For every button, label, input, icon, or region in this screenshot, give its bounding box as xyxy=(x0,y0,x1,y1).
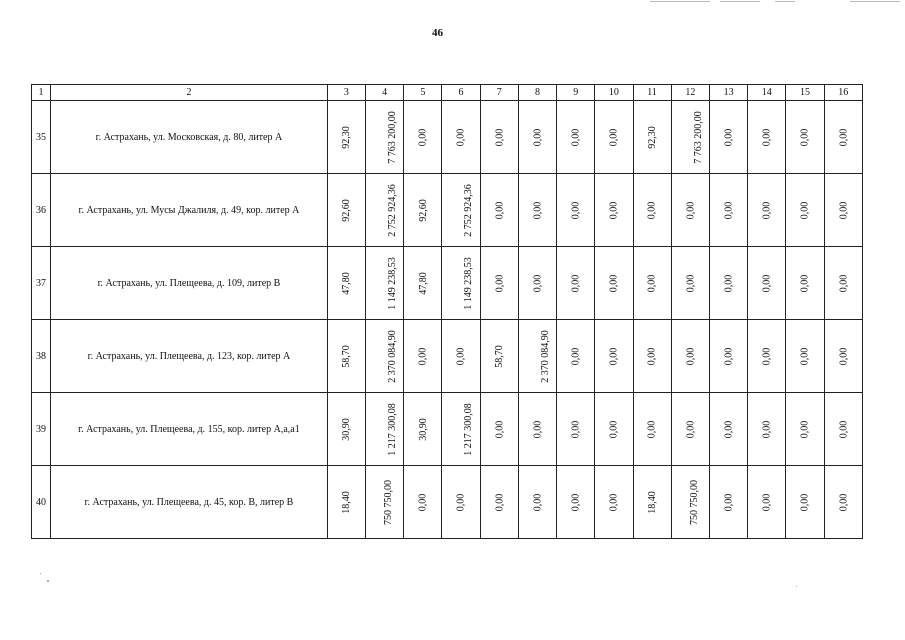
rotated-value: 0,00 xyxy=(531,493,543,511)
rotated-value: 0,00 xyxy=(723,420,735,438)
table-row xyxy=(32,174,863,247)
value-cell xyxy=(404,393,442,466)
value-cell xyxy=(404,320,442,393)
value-cell xyxy=(595,393,633,466)
value-cell xyxy=(518,247,556,320)
value-cell xyxy=(327,247,365,320)
rotated-value: 0,00 xyxy=(455,347,467,365)
value-cell xyxy=(595,247,633,320)
rotated-value: 7 763 200,00 xyxy=(386,110,398,164)
value-cell xyxy=(327,320,365,393)
value-cell xyxy=(404,466,442,539)
column-number-header: 1 xyxy=(32,85,51,101)
rotated-value: 0,00 xyxy=(570,201,582,219)
address-cell: г. Астрахань, ул. Московская, д. 80, литер А xyxy=(51,101,328,174)
rotated-value: 0,00 xyxy=(723,128,735,146)
rotated-value: 0,00 xyxy=(493,493,505,511)
value-cell xyxy=(671,320,709,393)
value-cell xyxy=(633,393,671,466)
value-cell xyxy=(786,101,824,174)
column-number-header: 10 xyxy=(595,85,633,101)
value-cell xyxy=(748,247,786,320)
value-cell xyxy=(518,320,556,393)
rotated-value: 92,60 xyxy=(340,198,352,222)
scan-artifact-line xyxy=(775,1,795,2)
value-cell xyxy=(518,101,556,174)
value-cell xyxy=(786,174,824,247)
value-cell xyxy=(480,174,518,247)
rotated-value: 0,00 xyxy=(761,420,773,438)
rotated-value: 0,00 xyxy=(646,420,658,438)
rotated-value: 0,00 xyxy=(723,274,735,292)
rotated-value: 0,00 xyxy=(570,347,582,365)
value-cell xyxy=(557,247,595,320)
rotated-value: 0,00 xyxy=(761,274,773,292)
rotated-value: 0,00 xyxy=(531,201,543,219)
rotated-value: 0,00 xyxy=(684,274,696,292)
value-cell xyxy=(748,101,786,174)
value-cell xyxy=(786,247,824,320)
rotated-value: 0,00 xyxy=(761,347,773,365)
value-cell xyxy=(404,174,442,247)
rotated-value: 0,00 xyxy=(837,420,849,438)
register-table xyxy=(31,84,863,539)
rotated-value: 0,00 xyxy=(493,420,505,438)
value-cell xyxy=(557,393,595,466)
value-cell xyxy=(633,174,671,247)
row-number-cell: 36 xyxy=(32,174,51,247)
value-cell xyxy=(595,466,633,539)
rotated-value: 1 149 238,53 xyxy=(386,256,398,310)
table-row xyxy=(32,466,863,539)
value-cell xyxy=(557,101,595,174)
rotated-value: 0,00 xyxy=(761,201,773,219)
rotated-value: 0,00 xyxy=(608,128,620,146)
rotated-value: 0,00 xyxy=(799,420,811,438)
rotated-value: 92,30 xyxy=(340,125,352,149)
value-cell xyxy=(633,101,671,174)
rotated-value: 30,90 xyxy=(340,417,352,441)
value-cell xyxy=(518,466,556,539)
value-cell xyxy=(365,466,403,539)
column-number-header: 11 xyxy=(633,85,671,101)
value-cell xyxy=(327,466,365,539)
value-cell xyxy=(365,101,403,174)
value-cell xyxy=(518,393,556,466)
value-cell xyxy=(671,466,709,539)
rotated-value: 0,00 xyxy=(799,347,811,365)
rotated-value: 0,00 xyxy=(761,493,773,511)
table-row xyxy=(32,393,863,466)
value-cell xyxy=(709,393,747,466)
rotated-value: 0,00 xyxy=(799,493,811,511)
value-cell xyxy=(633,320,671,393)
rotated-value: 0,00 xyxy=(531,274,543,292)
value-cell xyxy=(748,466,786,539)
value-cell xyxy=(709,247,747,320)
column-number-header: 16 xyxy=(824,85,862,101)
address-cell: г. Астрахань, ул. Плещеева, д. 123, кор. литер А xyxy=(51,320,328,393)
scan-speck xyxy=(47,580,49,582)
rotated-value: 2 752 924,36 xyxy=(463,183,475,237)
column-number-header: 2 xyxy=(51,85,328,101)
value-cell xyxy=(824,247,862,320)
value-cell xyxy=(824,320,862,393)
value-cell xyxy=(633,247,671,320)
value-cell xyxy=(595,174,633,247)
value-cell xyxy=(442,247,480,320)
value-cell xyxy=(786,393,824,466)
value-cell xyxy=(709,174,747,247)
rotated-value: 0,00 xyxy=(608,420,620,438)
rotated-value: 0,00 xyxy=(570,420,582,438)
rotated-value: 2 752 924,36 xyxy=(386,183,398,237)
value-cell xyxy=(824,466,862,539)
rotated-value: 47,80 xyxy=(417,271,429,295)
row-number-cell: 38 xyxy=(32,320,51,393)
rotated-value: 18,40 xyxy=(340,490,352,514)
rotated-value: 0,00 xyxy=(837,493,849,511)
rotated-value: 0,00 xyxy=(799,128,811,146)
value-cell xyxy=(442,101,480,174)
scan-speck xyxy=(40,573,41,574)
rotated-value: 92,30 xyxy=(646,125,658,149)
value-cell xyxy=(480,466,518,539)
rotated-value: 0,00 xyxy=(455,128,467,146)
value-cell xyxy=(442,393,480,466)
column-number-header: 7 xyxy=(480,85,518,101)
value-cell xyxy=(671,393,709,466)
value-cell xyxy=(518,174,556,247)
value-cell xyxy=(404,101,442,174)
value-cell xyxy=(365,393,403,466)
rotated-value: 750 750,00 xyxy=(382,479,394,525)
value-cell xyxy=(671,174,709,247)
rotated-value: 0,00 xyxy=(417,347,429,365)
rotated-value: 47,80 xyxy=(340,271,352,295)
rotated-value: 7 763 200,00 xyxy=(692,110,704,164)
rotated-value: 0,00 xyxy=(493,274,505,292)
rotated-value: 1 217 300,08 xyxy=(386,402,398,456)
column-number-row xyxy=(32,85,863,101)
value-cell xyxy=(748,393,786,466)
column-number-header: 9 xyxy=(557,85,595,101)
value-cell xyxy=(442,174,480,247)
column-number-header: 8 xyxy=(518,85,556,101)
value-cell xyxy=(748,174,786,247)
column-number-header: 15 xyxy=(786,85,824,101)
value-cell xyxy=(633,466,671,539)
table-row xyxy=(32,101,863,174)
value-cell xyxy=(365,320,403,393)
rotated-value: 0,00 xyxy=(493,201,505,219)
value-cell xyxy=(709,101,747,174)
value-cell xyxy=(786,466,824,539)
rotated-value: 0,00 xyxy=(570,274,582,292)
column-number-header: 5 xyxy=(404,85,442,101)
row-number-cell: 40 xyxy=(32,466,51,539)
value-cell xyxy=(786,320,824,393)
rotated-value: 0,00 xyxy=(608,201,620,219)
value-cell xyxy=(557,174,595,247)
value-cell xyxy=(671,101,709,174)
column-number-header: 3 xyxy=(327,85,365,101)
rotated-value: 0,00 xyxy=(837,347,849,365)
address-cell: г. Астрахань, ул. Плещеева, д. 109, литер В xyxy=(51,247,328,320)
scan-artifact-line xyxy=(720,1,760,2)
value-cell xyxy=(671,247,709,320)
value-cell xyxy=(404,247,442,320)
value-cell xyxy=(595,320,633,393)
column-number-header: 13 xyxy=(709,85,747,101)
rotated-value: 750 750,00 xyxy=(688,479,700,525)
table-body xyxy=(32,85,863,539)
rotated-value: 0,00 xyxy=(608,347,620,365)
value-cell xyxy=(480,393,518,466)
rotated-value: 1 217 300,08 xyxy=(463,402,475,456)
rotated-value: 30,90 xyxy=(417,417,429,441)
rotated-value: 0,00 xyxy=(417,493,429,511)
rotated-value: 0,00 xyxy=(608,493,620,511)
rotated-value: 0,00 xyxy=(684,347,696,365)
rotated-value: 2 370 084,90 xyxy=(539,329,551,383)
rotated-value: 0,00 xyxy=(684,420,696,438)
scan-speck xyxy=(796,586,797,587)
value-cell xyxy=(480,101,518,174)
address-cell: г. Астрахань, ул. Мусы Джалиля, д. 49, кор. литер А xyxy=(51,174,328,247)
rotated-value: 0,00 xyxy=(723,347,735,365)
rotated-value: 92,60 xyxy=(417,198,429,222)
rotated-value: 0,00 xyxy=(646,347,658,365)
row-number-cell: 37 xyxy=(32,247,51,320)
rotated-value: 58,70 xyxy=(493,344,505,368)
value-cell xyxy=(824,101,862,174)
value-cell xyxy=(442,320,480,393)
rotated-value: 0,00 xyxy=(531,128,543,146)
rotated-value: 0,00 xyxy=(455,493,467,511)
value-cell xyxy=(480,320,518,393)
scan-artifact-line xyxy=(650,1,710,2)
rotated-value: 0,00 xyxy=(570,128,582,146)
rotated-value: 0,00 xyxy=(799,274,811,292)
rotated-value: 0,00 xyxy=(723,493,735,511)
value-cell xyxy=(365,174,403,247)
rotated-value: 0,00 xyxy=(493,128,505,146)
row-number-cell: 35 xyxy=(32,101,51,174)
rotated-value: 1 149 238,53 xyxy=(463,256,475,310)
column-number-header: 6 xyxy=(442,85,480,101)
address-cell: г. Астрахань, ул. Плещеева, д. 45, кор. В, литер В xyxy=(51,466,328,539)
rotated-value: 2 370 084,90 xyxy=(386,329,398,383)
row-number-cell: 39 xyxy=(32,393,51,466)
value-cell xyxy=(595,101,633,174)
rotated-value: 0,00 xyxy=(531,420,543,438)
rotated-value: 0,00 xyxy=(837,128,849,146)
rotated-value: 0,00 xyxy=(723,201,735,219)
rotated-value: 58,70 xyxy=(340,344,352,368)
rotated-value: 0,00 xyxy=(570,493,582,511)
value-cell xyxy=(327,101,365,174)
value-cell xyxy=(557,320,595,393)
table-row xyxy=(32,247,863,320)
value-cell xyxy=(709,466,747,539)
rotated-value: 0,00 xyxy=(646,201,658,219)
table-row xyxy=(32,320,863,393)
value-cell xyxy=(557,466,595,539)
value-cell xyxy=(327,174,365,247)
column-number-header: 12 xyxy=(671,85,709,101)
page-number: 46 xyxy=(432,27,443,39)
value-cell xyxy=(748,320,786,393)
value-cell xyxy=(442,466,480,539)
value-cell xyxy=(824,393,862,466)
rotated-value: 0,00 xyxy=(684,201,696,219)
column-number-header: 4 xyxy=(365,85,403,101)
rotated-value: 0,00 xyxy=(646,274,658,292)
value-cell xyxy=(709,320,747,393)
rotated-value: 0,00 xyxy=(608,274,620,292)
column-number-header: 14 xyxy=(748,85,786,101)
scan-artifact-line xyxy=(850,1,900,2)
address-cell: г. Астрахань, ул. Плещеева, д. 155, кор. литер А,а,а1 xyxy=(51,393,328,466)
rotated-value: 0,00 xyxy=(799,201,811,219)
rotated-value: 0,00 xyxy=(417,128,429,146)
value-cell xyxy=(327,393,365,466)
rotated-value: 0,00 xyxy=(761,128,773,146)
value-cell xyxy=(480,247,518,320)
value-cell xyxy=(365,247,403,320)
value-cell xyxy=(824,174,862,247)
rotated-value: 0,00 xyxy=(837,201,849,219)
rotated-value: 0,00 xyxy=(837,274,849,292)
rotated-value: 18,40 xyxy=(646,490,658,514)
